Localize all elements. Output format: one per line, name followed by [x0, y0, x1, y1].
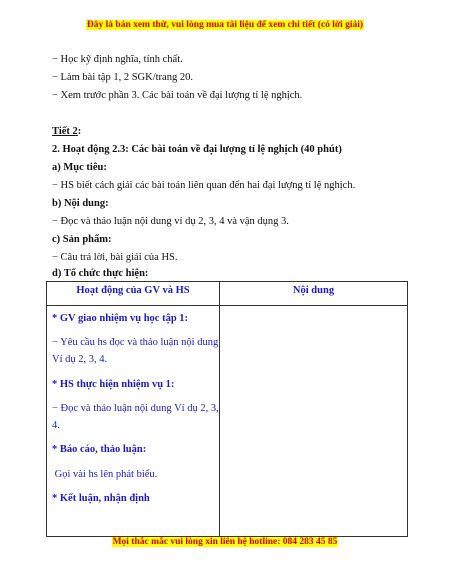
table-row [47, 306, 408, 537]
bullet-study-definition: − Học kỹ định nghĩa, tính chất. [52, 54, 183, 65]
report-discussion-text: Gọi vài hs lên phát biểu. [52, 469, 158, 480]
task-execution-text-cont: 4. [52, 420, 60, 431]
task-assignment-text-cont: Ví dụ 2, 3, 4. [52, 354, 108, 365]
preview-banner [0, 20, 450, 30]
activity-heading: 2. Hoạt động 2.3: Các bài toán về đại lượng tỉ lệ nghịch (40 phút) [52, 144, 342, 155]
hotline-banner [0, 537, 450, 547]
content-cell [220, 306, 408, 537]
task-assignment-heading: * GV giao nhiệm vụ học tập 1: [52, 313, 189, 324]
objective-heading: a) Mục tiêu: [52, 162, 107, 173]
header-teacher-student-activity: Hoạt động của GV và HS [47, 282, 220, 306]
table-header-row [47, 282, 408, 306]
bullet-homework: − Làm bài tập 1, 2 SGK/trang 20. [52, 72, 193, 83]
objective-text: − HS biết cách giải các bài toán liên quan đến hai đại lượng tỉ lệ nghịch. [52, 180, 356, 191]
bullet-preview-section: − Xem trước phần 3. Các bài toán về đại lượng tỉ lệ nghịch. [52, 90, 303, 101]
task-execution-text: − Đọc và thảo luận nội dung Ví dụ 2, 3, [52, 403, 219, 414]
conclusion-heading: * Kết luận, nhận định [52, 493, 150, 504]
content-text: − Đọc và thảo luận nội dung ví dụ 2, 3, 4 và vận dụng 3. [52, 216, 289, 227]
lesson-period-heading [52, 126, 81, 137]
task-execution-heading: * HS thực hiện nhiệm vụ 1: [52, 379, 175, 390]
activity-table [46, 281, 408, 537]
organization-heading: d) Tổ chức thực hiện: [52, 268, 149, 279]
product-text: − Câu trả lời, bài giải của HS. [52, 252, 178, 263]
activity-cell [47, 306, 220, 537]
hotline-banner-text: Mọi thắc mắc vui lòng xin liên hệ hotline: 084 283 45 85 [112, 537, 338, 547]
task-assignment-text: − Yêu cầu hs đọc và thảo luận nội dung [52, 337, 219, 348]
preview-banner-text: Đây là bản xem thử, vui lòng mua tài liệu để xem chi tiết (có lời giải) [86, 20, 364, 30]
report-discussion-heading: * Báo cáo, thảo luận: [52, 444, 147, 455]
lesson-period-colon: : [77, 126, 82, 137]
content-heading: b) Nội dung: [52, 198, 109, 209]
lesson-period-label: Tiết 2 [52, 126, 78, 137]
product-heading: c) Sản phẩm: [52, 234, 112, 245]
header-content: Nội dung [220, 282, 408, 306]
